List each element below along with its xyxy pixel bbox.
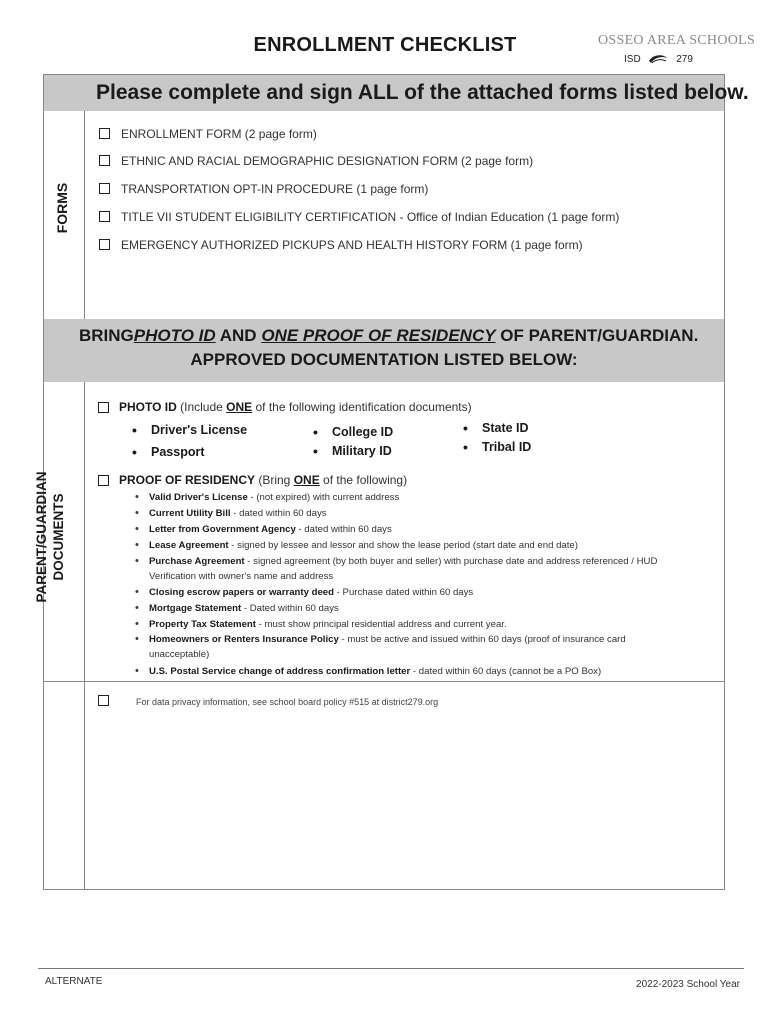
- section-divider: [44, 681, 724, 682]
- checkbox-proof-of-residency[interactable]: [98, 475, 109, 486]
- footer-right: 2022-2023 School Year: [636, 979, 740, 990]
- proof-item-detail: - dated within 60 days (cannot be a PO Box): [410, 666, 602, 677]
- forms-side-label: FORMS: [54, 182, 70, 234]
- page-title: ENROLLMENT CHECKLIST: [253, 34, 517, 56]
- banner-suffix: OF PARENT/GUARDIAN.: [495, 326, 699, 345]
- banner-proof-residency: ONE PROOF OF RESIDENCY: [261, 326, 496, 345]
- proof-item-detail: - dated within 60 days: [230, 508, 327, 519]
- documents-banner-line1: [79, 326, 698, 346]
- checkbox-ethnic-racial-form[interactable]: [99, 155, 110, 166]
- proof-item-detail: - (not expired) with current address: [247, 492, 400, 503]
- proof-item-detail: - signed by lessee and lessor and show the lease period (start date and end date): [228, 540, 578, 551]
- proof-item-detail: unacceptable): [149, 649, 210, 660]
- proof-item: [149, 618, 507, 631]
- proof-item: [149, 523, 392, 536]
- proof-item-continued: [149, 570, 333, 583]
- proof-heading: [119, 473, 407, 487]
- forms-divider: [84, 111, 85, 319]
- photo-id-option: • State ID: [482, 421, 529, 435]
- proof-item: [149, 602, 339, 615]
- proof-item: [149, 633, 626, 646]
- proof-item: [149, 491, 399, 504]
- footer-rule: [38, 968, 744, 969]
- form-item: EMERGENCY AUTHORIZED PICKUPS AND HEALTH HISTORY FORM (1 page form): [121, 238, 583, 252]
- proof-item-detail: - must be active and issued within 60 days (proof of insurance card: [338, 634, 626, 645]
- banner-photo-id: PHOTO ID: [133, 326, 216, 345]
- checkbox-enrollment-form[interactable]: [99, 128, 110, 139]
- proof-item-title: Lease Agreement: [149, 540, 229, 551]
- proof-item-detail: - dated within 60 days: [295, 524, 392, 535]
- photo-id-note: (Include: [176, 400, 227, 414]
- proof-item-title: U.S. Postal Service change of address confirmation letter: [149, 666, 411, 677]
- banner-and: AND: [215, 326, 262, 345]
- logo-isd-label: ISD: [624, 53, 641, 65]
- photo-id-note-end: of the following identification documents): [252, 400, 472, 414]
- documents-banner: [44, 319, 724, 382]
- checkbox-photo-id[interactable]: [98, 402, 109, 413]
- proof-item: [149, 555, 657, 568]
- photo-id-label: PHOTO ID: [119, 400, 177, 414]
- swoosh-icon: [647, 53, 669, 65]
- proof-item-title: Property Tax Statement: [149, 619, 256, 630]
- checkbox-title-vii-form[interactable]: [99, 211, 110, 222]
- banner-bring: BRING: [79, 326, 134, 345]
- documents-side-label: [33, 470, 73, 604]
- proof-item: [149, 539, 578, 552]
- logo-isd-number: 279: [676, 53, 693, 65]
- proof-item-detail: - Purchase dated within 60 days: [334, 587, 474, 598]
- proof-item: [149, 507, 327, 520]
- checklist-frame: [34, 74, 749, 890]
- proof-item-detail: - signed agreement (by both buyer and seller) with purchase date and address referenced / HUD: [244, 556, 658, 567]
- proof-item-title: Current Utility Bill: [149, 508, 231, 519]
- proof-item-title: Letter from Government Agency: [149, 524, 296, 535]
- checkbox-privacy[interactable]: [98, 695, 109, 706]
- form-item: ETHNIC AND RACIAL DEMOGRAPHIC DESIGNATION FORM (2 page form): [121, 154, 534, 168]
- proof-item-title: Valid Driver's License: [149, 492, 248, 503]
- proof-label: PROOF OF RESIDENCY: [119, 473, 256, 487]
- proof-note: (Bring: [255, 473, 294, 487]
- checkbox-emergency-pickups-form[interactable]: [99, 239, 110, 250]
- logo-name: OSSEO AREA SCHOOLS: [598, 33, 756, 48]
- proof-item-title: Homeowners or Renters Insurance Policy: [149, 634, 339, 645]
- form-item: ENROLLMENT FORM (2 page form): [121, 127, 317, 141]
- photo-id-heading: [119, 400, 472, 414]
- proof-item-detail: - Dated within 60 days: [241, 603, 339, 614]
- district-logo: [598, 33, 756, 65]
- proof-item-detail: Verification with owner's name and address: [149, 571, 334, 582]
- logo-isd: [624, 53, 693, 65]
- proof-item-title: Purchase Agreement: [149, 556, 245, 567]
- documents-side-label-1: PARENT/GUARDIAN: [34, 471, 49, 603]
- form-item: TRANSPORTATION OPT-IN PROCEDURE (1 page form): [121, 182, 429, 196]
- proof-item-continued: [149, 648, 209, 661]
- documents-side-label-2: DOCUMENTS: [51, 493, 66, 581]
- photo-id-option: • Passport: [151, 445, 205, 459]
- forms-banner-text: Please complete and sign ALL of the attached forms listed below.: [96, 81, 749, 104]
- forms-banner: [44, 75, 749, 111]
- photo-id-option: • College ID: [332, 425, 393, 439]
- photo-id-option: • Tribal ID: [482, 440, 531, 454]
- privacy-note: For data privacy information, see school board policy #515 at district279.org: [136, 697, 439, 707]
- documents-divider: [84, 382, 85, 890]
- proof-item-detail: - must show principal residential address and current year.: [255, 619, 507, 630]
- proof-item: [149, 665, 601, 678]
- proof-note-end: of the following): [319, 473, 408, 487]
- footer-left: ALTERNATE: [45, 976, 103, 987]
- photo-id-option: • Driver's License: [151, 423, 247, 437]
- proof-item-title: Mortgage Statement: [149, 603, 242, 614]
- proof-one: ONE: [293, 473, 320, 487]
- proof-item-title: Closing escrow papers or warranty deed: [149, 587, 335, 598]
- form-item: TITLE VII STUDENT ELIGIBILITY CERTIFICATION - Office of Indian Education (1 page form): [121, 210, 620, 224]
- photo-id-one: ONE: [226, 400, 253, 414]
- photo-id-option: • Military ID: [332, 444, 392, 458]
- proof-item: [149, 586, 473, 599]
- documents-banner-line2: APPROVED DOCUMENTATION LISTED BELOW:: [190, 350, 578, 369]
- checkbox-transportation-form[interactable]: [99, 183, 110, 194]
